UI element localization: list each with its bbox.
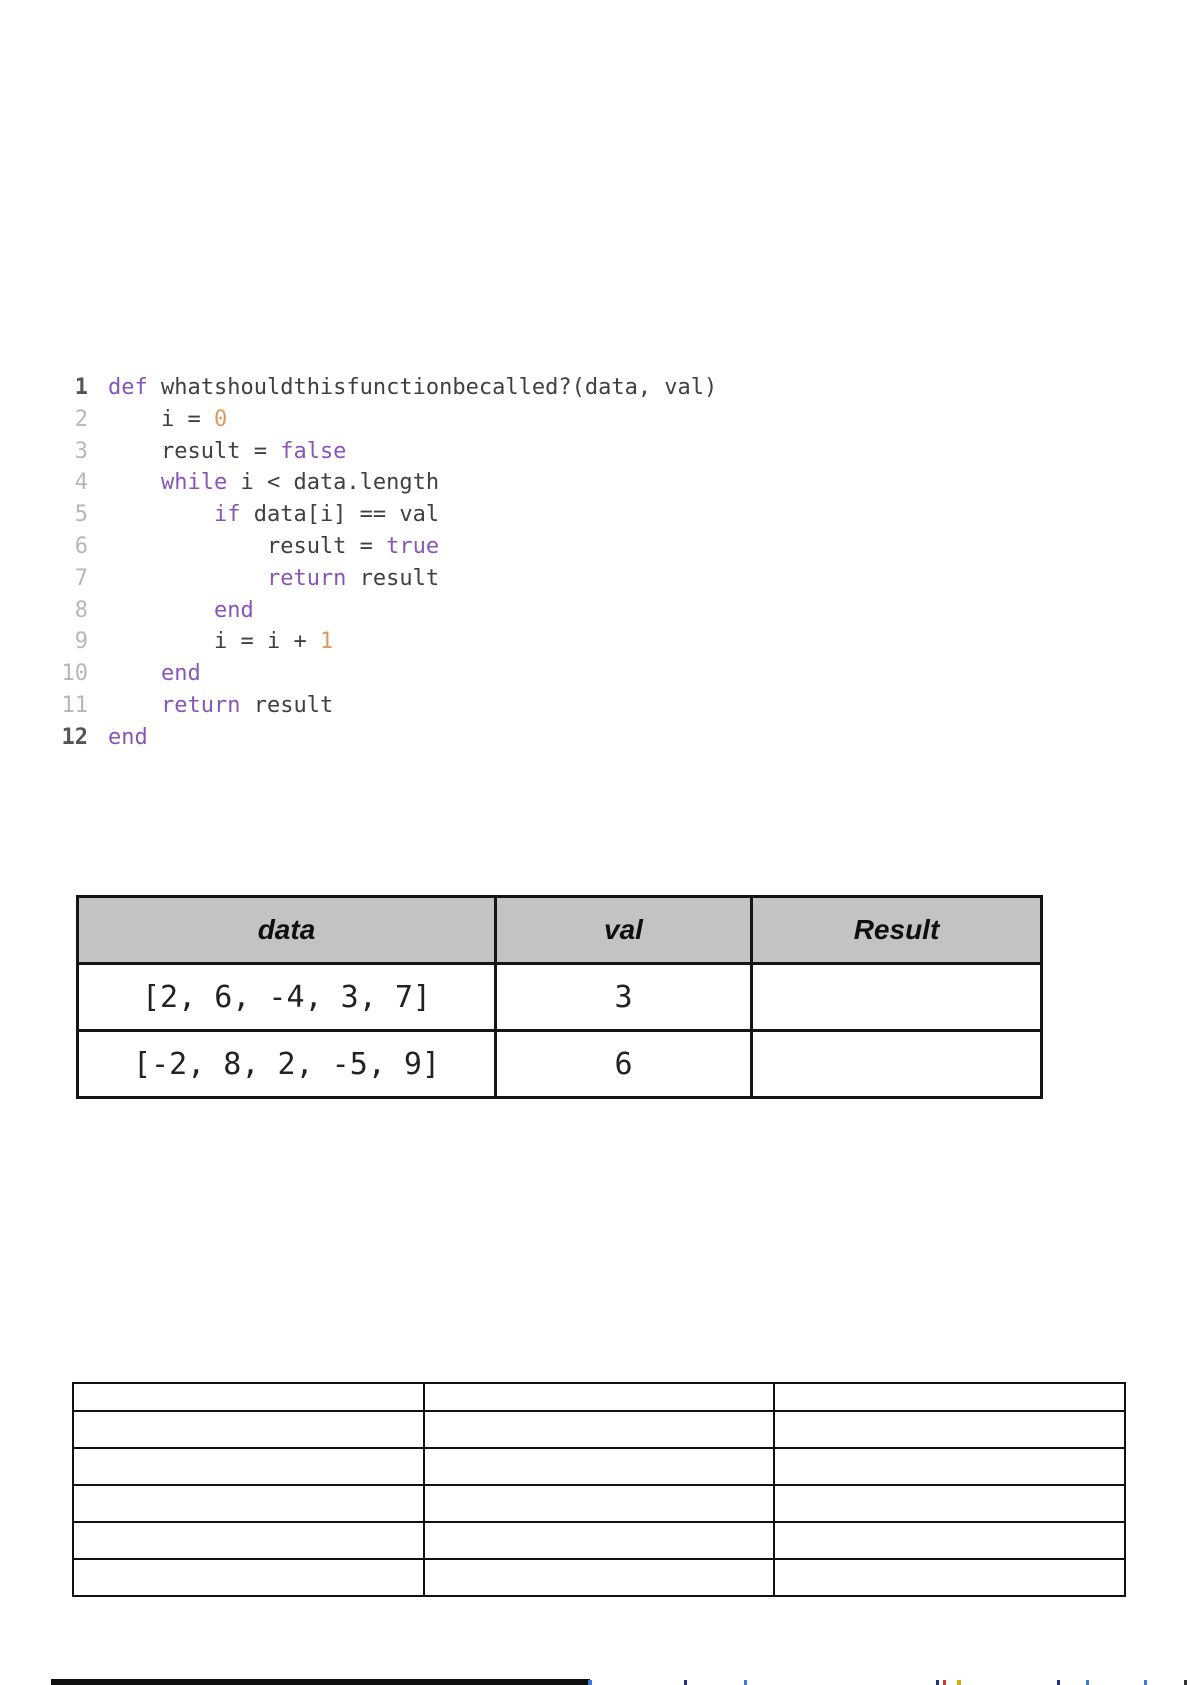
code-token-plain: i =	[160, 406, 214, 432]
answer-table-cell	[73, 1522, 424, 1559]
code-line	[58, 499, 717, 531]
code-line	[58, 595, 717, 627]
results-table-cell: 3	[496, 964, 752, 1031]
results-table-header-row	[78, 897, 1042, 964]
code-line	[58, 372, 717, 404]
code-line	[58, 467, 717, 499]
answer-table-cell	[774, 1522, 1125, 1559]
answer-table-cell	[424, 1485, 775, 1522]
answer-table-cell	[774, 1383, 1125, 1411]
answer-table-cell	[73, 1485, 424, 1522]
code-token-plain: data[i] == val	[240, 502, 440, 528]
code-token-plain: result	[346, 565, 440, 591]
code-text	[108, 404, 227, 436]
code-line	[58, 436, 717, 468]
results-table-row	[78, 1031, 1042, 1098]
results-table-header-cell: val	[496, 897, 752, 964]
line-number: 7	[74, 565, 88, 591]
results-table-cell: [2, 6, -4, 3, 7]	[78, 964, 496, 1031]
artifact-tick	[957, 1680, 961, 1685]
results-table-cell	[752, 964, 1042, 1031]
answer-table-cell	[424, 1411, 775, 1448]
code-token-keyword: def	[108, 375, 148, 400]
page-bottom-bar	[51, 1679, 590, 1685]
code-token-keyword: while	[160, 470, 228, 496]
results-table-cell	[752, 1031, 1042, 1098]
results-table-body	[78, 964, 1042, 1098]
code-token-plain: whatshouldthisfunctionbecalled?(data, val)	[147, 375, 718, 400]
code-line	[58, 626, 717, 658]
code-line	[58, 404, 717, 436]
code-editor	[58, 372, 717, 754]
line-number: 5	[74, 502, 88, 528]
code-line	[58, 690, 717, 722]
code-token-keyword: return	[266, 565, 347, 591]
answer-table-cell	[424, 1522, 775, 1559]
code-token-plain: result =	[160, 438, 281, 464]
line-number: 3	[74, 438, 88, 464]
answer-table-cell	[424, 1559, 775, 1596]
line-number: 1	[74, 375, 88, 400]
artifact-tick	[943, 1680, 946, 1685]
code-token-plain: result =	[266, 533, 387, 559]
line-number: 2	[74, 406, 88, 432]
code-text	[108, 563, 439, 595]
answer-table-row	[73, 1485, 1125, 1522]
answer-table-cell	[774, 1411, 1125, 1448]
answer-table-cell	[424, 1383, 775, 1411]
line-number: 9	[74, 629, 88, 655]
line-number: 4	[74, 470, 88, 496]
code-text	[108, 436, 346, 468]
code-token-number: 0	[213, 406, 228, 432]
artifact-tick	[1086, 1680, 1089, 1685]
answer-table-cell	[774, 1559, 1125, 1596]
line-number: 12	[61, 724, 88, 750]
code-text	[108, 690, 333, 722]
code-text	[108, 531, 439, 563]
code-text	[108, 467, 439, 499]
code-token-plain: i < data.length	[227, 470, 440, 496]
answer-table-row	[73, 1448, 1125, 1485]
code-token-keyword: if	[213, 502, 241, 528]
answer-table-cell	[73, 1411, 424, 1448]
code-line	[58, 658, 717, 690]
code-token-keyword: false	[280, 438, 347, 464]
answer-table-row	[73, 1411, 1125, 1448]
line-number: 11	[61, 692, 88, 718]
code-text	[108, 499, 439, 531]
results-table-row	[78, 964, 1042, 1031]
code-token-keyword: end	[160, 661, 201, 687]
code-line	[58, 531, 717, 563]
code-text	[108, 595, 254, 627]
results-table-header-cell: Result	[752, 897, 1042, 964]
artifact-tick	[936, 1680, 939, 1685]
code-text	[108, 372, 717, 404]
code-text	[108, 722, 148, 754]
results-table-cell: 6	[496, 1031, 752, 1098]
answer-table-cell	[424, 1448, 775, 1485]
code-text	[108, 626, 333, 658]
artifact-tick	[684, 1680, 687, 1685]
artifact-tick	[588, 1680, 592, 1685]
code-token-keyword: return	[160, 692, 241, 718]
answer-table-row	[73, 1559, 1125, 1596]
answer-table-body	[73, 1383, 1125, 1596]
results-table-head	[78, 897, 1042, 964]
line-number: 6	[74, 533, 88, 559]
answer-table-cell	[73, 1559, 424, 1596]
results-table-header-cell: data	[78, 897, 496, 964]
artifact-tick	[1184, 1680, 1187, 1685]
code-token-number: 1	[319, 629, 334, 655]
answer-table-row	[73, 1383, 1125, 1411]
answer-table-cell	[774, 1485, 1125, 1522]
artifact-tick	[1144, 1680, 1147, 1685]
answer-table-cell	[73, 1448, 424, 1485]
code-token-keyword: end	[108, 724, 148, 750]
answer-table-cell	[774, 1448, 1125, 1485]
line-number: 8	[74, 597, 88, 623]
results-table-cell: [-2, 8, 2, -5, 9]	[78, 1031, 496, 1098]
answer-table-cell	[73, 1383, 424, 1411]
code-text	[108, 658, 201, 690]
answer-table-row	[73, 1522, 1125, 1559]
code-token-plain: result	[240, 692, 334, 718]
code-token-plain: i = i +	[213, 629, 320, 655]
artifact-tick	[1057, 1680, 1060, 1685]
answer-table	[72, 1382, 1126, 1597]
results-table	[76, 895, 1043, 1099]
artifact-tick	[744, 1680, 747, 1685]
code-line	[58, 722, 717, 754]
code-token-keyword: end	[213, 597, 254, 623]
code-line	[58, 563, 717, 595]
code-token-keyword: true	[386, 533, 440, 559]
line-number: 10	[61, 661, 88, 687]
